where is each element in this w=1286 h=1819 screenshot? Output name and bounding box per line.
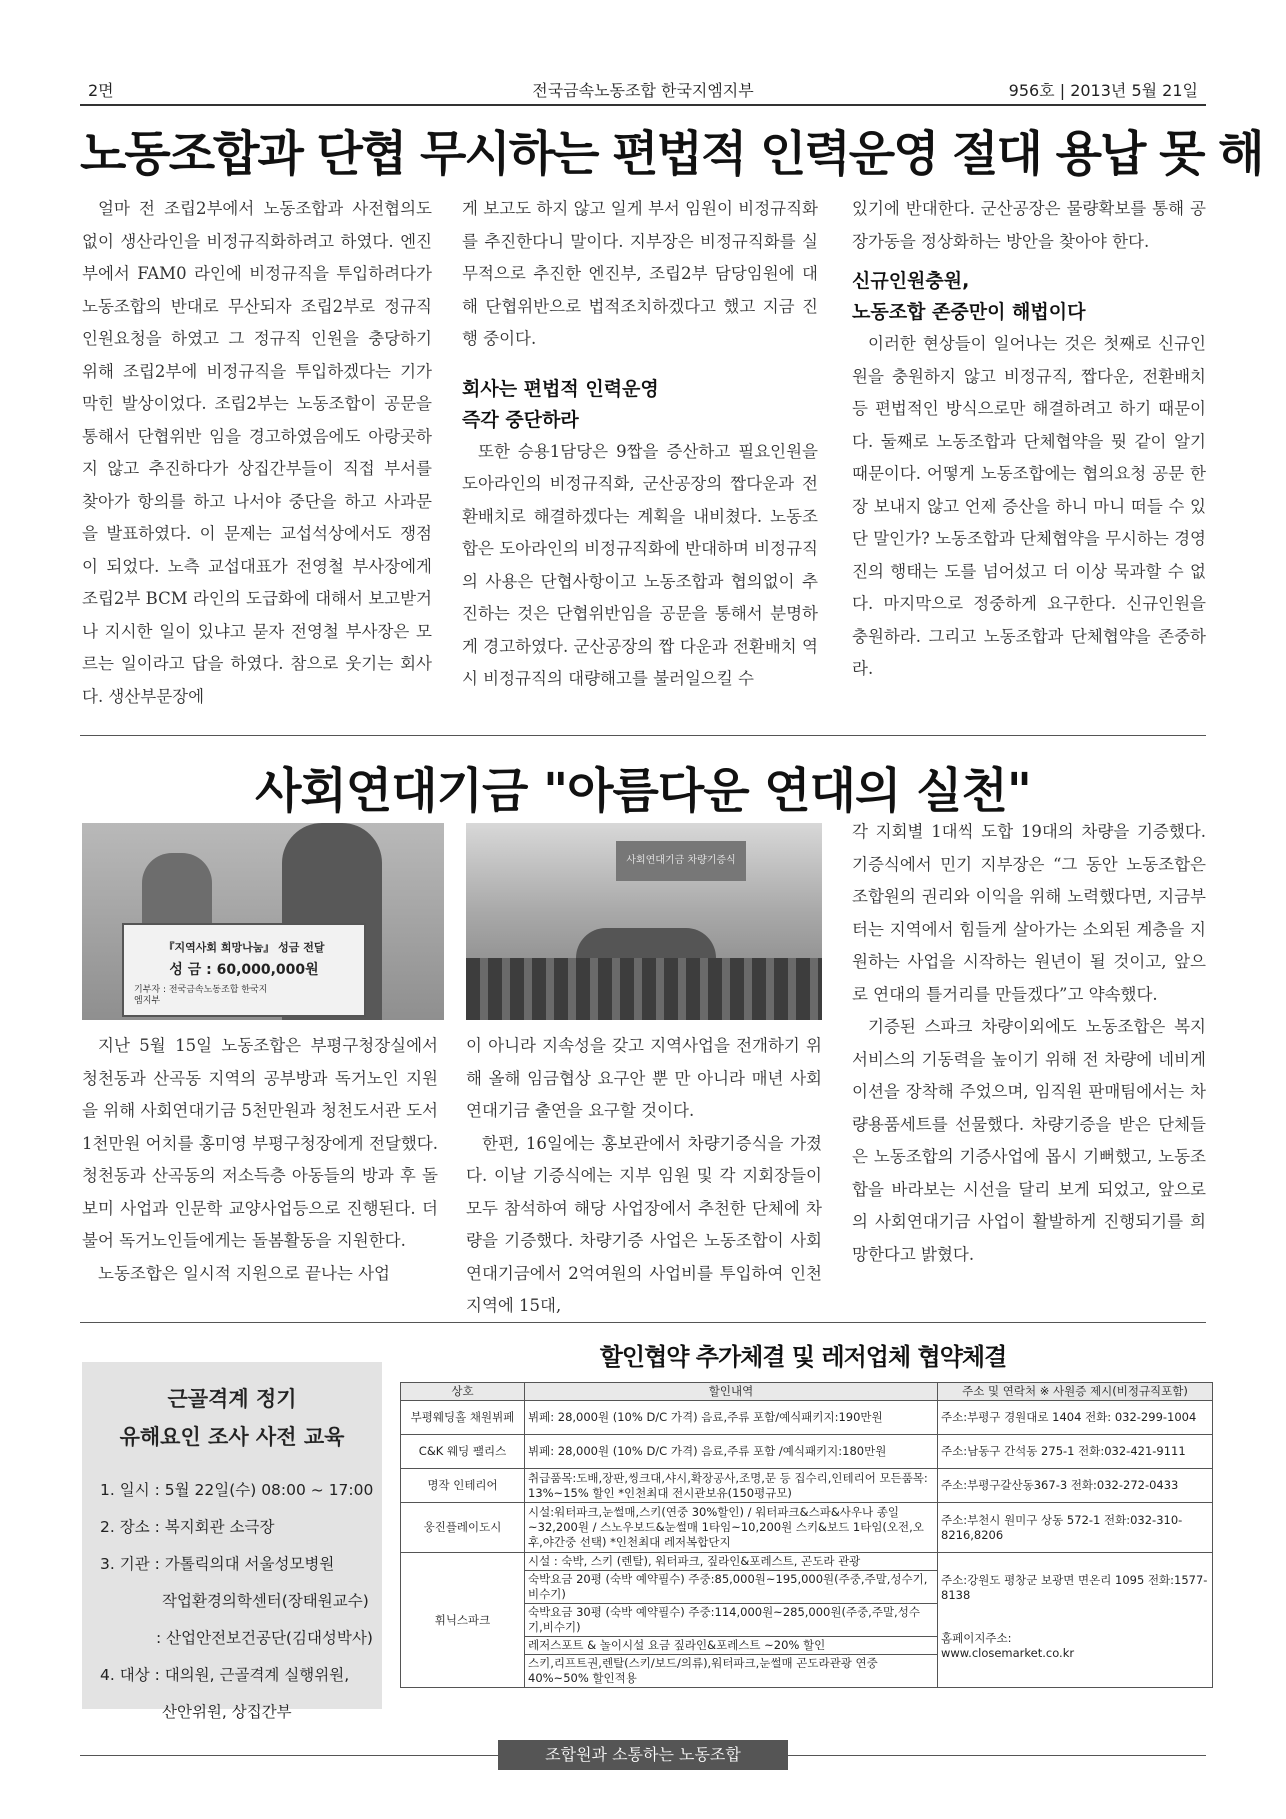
car-ceremony-photo bbox=[466, 823, 822, 1020]
article1-paragraph: 있기에 반대한다. 군산공장은 물량확보를 통해 공장가동을 정상화하는 방안을 찾아야 한다. bbox=[852, 199, 1206, 251]
article2-column-3 bbox=[852, 816, 1206, 1271]
board-caption: 『지역사회 희망나눔』 성금 전달 bbox=[163, 941, 325, 954]
vendor-detail: 뷔페: 28,000원 (10% D/C 가격) 음료,주류 포함 /예식패키지:180만원 bbox=[525, 1435, 938, 1469]
crowd-silhouette bbox=[466, 958, 822, 1020]
notice-line: 2. 장소 : 복지회관 소극장 bbox=[100, 1518, 275, 1536]
education-notice-box bbox=[82, 1362, 382, 1721]
homepage-label: 홈페이지주소: bbox=[941, 1631, 1012, 1645]
issue-date: 956호 | 2013년 5월 21일 bbox=[1008, 81, 1198, 100]
article2-paragraph: 한편, 16일에는 홍보관에서 차량기증식을 가졌다. 이날 기증식에는 지부 임원 및 각 지회장들이 모두 참석하여 해당 사업장에서 추천한 단체에 차량을 기증했다. 차량기증 사업은 노동조합이 사회연대기금에서 2억여원의 사업비를 투입하여 인천지역에 15대, bbox=[466, 1133, 822, 1315]
article2-paragraph: 이 아니라 지속성을 갖고 지역사업을 전개하기 위해 올해 임금협상 요구안 뿐 만 아니라 매년 사회연대기금 출연을 요구할 것이다. bbox=[466, 1036, 822, 1120]
section-divider bbox=[80, 1322, 1206, 1323]
discount-title: 할인협약 추가체결 및 레저업체 협약체결 bbox=[599, 1343, 1007, 1371]
article2-paragraph: 지난 5월 15일 노동조합은 부평구청장실에서 청천동과 산곡동 지역의 공부방과 독거노인 지원을 위해 사회연대기금 5천만원과 청천도서관 도서 1천만원 어치를 홍미영 부평구청장에게 전달했다. 청천동과 산곡동의 저소득층 아동들의 방과 후 돌보미 사업과 인문학 교양사업등으로 진행된다. 더불어 독거노인들에게는 돌봄활동을 지원한다. bbox=[82, 1036, 438, 1250]
table-row bbox=[401, 1401, 1213, 1435]
vendor-contact: 주소:부천시 원미구 상동 572-1 전화:032-310-8216,8206 bbox=[938, 1503, 1213, 1553]
notice-line: 3. 기관 : 가톨릭의대 서울성모병원 bbox=[100, 1555, 335, 1573]
table-header-row bbox=[401, 1383, 1213, 1401]
donation-photo bbox=[82, 823, 444, 1020]
donation-board bbox=[122, 923, 366, 1017]
notice-line: 1. 일시 : 5월 22일(수) 08:00 ~ 17:00 bbox=[100, 1481, 374, 1499]
vendor-detail: 시설 : 숙박, 스키 (렌탈), 워터파크, 짚라인&포레스트, 곤도라 관광 bbox=[525, 1553, 938, 1571]
article1-headline: 노동조합과 단협 무시하는 편법적 인력운영 절대 용납 못 해 bbox=[80, 126, 1263, 182]
column-header: 할인내역 bbox=[525, 1383, 938, 1401]
vendor-detail: 뷔페: 28,000원 (10% D/C 가격) 음료,주류 포함/예식패키지:190만원 bbox=[525, 1401, 938, 1435]
article2-headline: 사회연대기금 "아름다운 연대의 실천" bbox=[255, 763, 1031, 819]
column-header: 주소 및 연락처 ※ 사원증 제시(비정규직포함) bbox=[938, 1383, 1213, 1401]
table-row bbox=[401, 1553, 1213, 1571]
notice-line: 산안위원, 상집간부 bbox=[162, 1703, 292, 1721]
section-divider bbox=[80, 735, 1206, 736]
article1-subheading-2 bbox=[852, 266, 1206, 328]
article2-paragraph: 기증된 스파크 차량이외에도 노동조합은 복지서비스의 기동력을 높이기 위해 전 차량에 네비게이션을 장착해 주었으며, 임직원 판매팀에서는 차량용품세트를 선물했다. 차량기증을 받은 단체들은 노동조합의 기증사업에 몹시 기뻐했고, 노동조합을 바라보는 시선을 달리 보게 되었고, 앞으로의 사회연대기금 사업이 활발하게 진행되기를 희망한다고 밝혔다. bbox=[852, 1017, 1206, 1264]
vendor-contact bbox=[938, 1553, 1213, 1688]
notice-line: 작업환경의학센터(장태원교수) bbox=[162, 1592, 369, 1610]
subheading-line: 회사는 편법적 인력운영 bbox=[462, 377, 659, 400]
board-donor: 기부자 : 전국금속노동조합 한국지엠지부 bbox=[134, 985, 268, 1006]
vendor-name: C&K 웨딩 팰리스 bbox=[401, 1435, 525, 1469]
article2-paragraph: 노동조합은 일시적 지원으로 끝나는 사업 bbox=[98, 1263, 390, 1283]
vendor-detail: 스키,리프트권,렌탈(스키/보드/의류),워터파크,눈썰매 곤도라관광 연중 40%~50% 할인적용 bbox=[525, 1655, 938, 1688]
article1-paragraph: 게 보고도 하지 않고 일게 부서 임원이 비정규직화를 추진한다니 말이다. 지부장은 비정규직화를 실무적으로 추진한 엔진부, 조립2부 담당임원에 대해 단협위반으로 법적조치하겠다고 했고 지금 진행 중이다. bbox=[462, 199, 818, 348]
footer-slogan: 조합원과 소통하는 노동조합 bbox=[498, 1740, 788, 1770]
vendor-detail: 레저스포트 & 놀이시설 요금 짚라인&포레스트 ~20% 할인 bbox=[525, 1637, 938, 1655]
vendor-name: 명작 인테리어 bbox=[401, 1469, 525, 1503]
notice-title-line: 유해요인 조사 사전 교육 bbox=[119, 1425, 345, 1449]
vendor-name: 휘닉스파크 bbox=[401, 1553, 525, 1688]
article1-paragraph: 얼마 전 조립2부에서 노동조합과 사전협의도 없이 생산라인을 비정규직화하려고 하였다. 엔진부에서 FAM0 라인에 비정규직을 투입하려다가 노동조합의 반대로 무산되자 조립2부로 정규직 인원요청을 하였고 그 정규직 인원을 충당하기 위해 조립2부에 비정규직을 투입하겠다는 기가 막힌 발상이었다. 조립2부는 노동조합이 공문을 통해서 단협위반 임을 경고하였음에도 아랑곳하지 않고 추진하다가 상집간부들이 직접 부서를 찾아가 항의를 하고 나서야 중단을 하고 사과문을 발표하였다. 이 문제는 교섭석상에서도 쟁점이 되었다. 노측 교섭대표가 전영철 부사장에게 조립2부 BCM 라인의 도급화에 대해서 보고받거나 지시한 일이 있냐고 묻자 전영철 부사장은 모르는 일이라고 답을 하였다. 참으로 웃기는 회사다. 생산부문장에 bbox=[82, 199, 432, 706]
vendor-name: 웅진플레이도시 bbox=[401, 1503, 525, 1553]
article1-column-3 bbox=[852, 193, 1206, 686]
article1-paragraph: 또한 승용1담당은 9짭을 증산하고 필요인원을 도아라인의 비정규직화, 군산공장의 짭다운과 전환배치로 해결하겠다는 계획을 내비쳤다. 노동조합은 도아라인의 비정규직화에 반대하며 비정규직의 사용은 단협사항이고 노동조합과 협의없이 추진하는 것은 단협위반임을 공문을 통해서 분명하게 경고하였다. 군산공장의 짭 다운과 전환배치 역시 비정규직의 대량해고를 불러일으킬 수 bbox=[462, 441, 818, 688]
article2-paragraph: 각 지회별 1대씩 도합 19대의 차량을 기증했다. 기증식에서 민기 지부장은 “그 동안 노동조합은 조합원의 권리와 이익을 위해 노력했다면, 지금부터는 지역에서 힘들게 살아가는 소외된 계층을 지원하는 사업을 시작하는 원년이 될 것이고, 앞으로 연대의 틀거리를 만들겠다”고 약속했다. bbox=[852, 822, 1206, 1004]
article2-column-1 bbox=[82, 1030, 438, 1290]
subheading-line: 즉각 중단하라 bbox=[462, 408, 579, 431]
homepage-url: www.closemarket.co.kr bbox=[941, 1646, 1075, 1660]
notice-line: : 산업안전보건공단(김대성박사) bbox=[156, 1629, 373, 1647]
column-header: 상호 bbox=[401, 1383, 525, 1401]
notice-line: 4. 대상 : 대의원, 근골격계 실행위원, bbox=[100, 1666, 350, 1684]
contact-address: 주소:강원도 평창군 보광면 면온리 1095 전화:1577-8138 bbox=[941, 1573, 1208, 1602]
vendor-detail: 숙박요금 20평 (숙박 예약필수) 주중:85,000원~195,000원(주중,주말,성수기,비수기) bbox=[525, 1571, 938, 1604]
vendor-detail: 숙박요금 30평 (숙박 예약필수) 주중:114,000원~285,000원(주중,주말,성수기,비수기) bbox=[525, 1604, 938, 1637]
publisher-name: 전국금속노동조합 한국지엠지부 bbox=[532, 81, 754, 100]
vendor-name: 부평웨딩홀 채원뷔페 bbox=[401, 1401, 525, 1435]
article1-column-2 bbox=[462, 193, 818, 696]
page-number: 2면 bbox=[88, 81, 114, 100]
notice-title-line: 근골격계 정기 bbox=[167, 1387, 297, 1411]
article1-paragraph: 이러한 현상들이 일어나는 것은 첫째로 신규인원을 충원하지 않고 비정규직, 짭다운, 전환배치등 편법적인 방식으로만 해결하려고 하기 때문이다. 둘째로 노동조합과 단체협약을 뭣 같이 알기 때문이다. 어떻게 노동조합에는 협의요청 공문 한 장 보내지 않고 언제 증산을 하니 마니 떠들 수 있단 말인가? 노동조합과 단체협약을 무시하는 경영진의 행태는 도를 넘어섰고 더 이상 묵과할 수 없다. 마지막으로 정중하게 요구한다. 신규인원을 충원하라. 그리고 노동조합과 단체협약을 존중하라. bbox=[852, 334, 1206, 678]
table-row bbox=[401, 1435, 1213, 1469]
vendor-contact: 주소:남동구 간석동 275-1 전화:032-421-9111 bbox=[938, 1435, 1213, 1469]
table-row bbox=[401, 1469, 1213, 1503]
subheading-line: 노동조합 존중만이 해법이다 bbox=[852, 301, 1086, 323]
vendor-detail: 시설:워터파크,눈썰매,스키(연중 30%할인) / 워터파크&스파&사우나 종일~32,200원 / 스노우보드&눈썰매 1타임~10,200원 스키&보드 1타임(오전,오후,야간중 선택) *인천최대 레저복합단지 bbox=[525, 1503, 938, 1553]
vendor-contact: 주소:부평구갈산동367-3 전화:032-272-0433 bbox=[938, 1469, 1213, 1503]
article2-column-2 bbox=[466, 1030, 822, 1323]
subheading-line: 신규인원충원, bbox=[852, 270, 970, 292]
article1-column-1 bbox=[82, 193, 432, 713]
discount-table bbox=[400, 1382, 1213, 1688]
board-amount: 성 금 : 60,000,000원 bbox=[169, 962, 319, 978]
article1-subheading-1 bbox=[462, 374, 818, 436]
table-row bbox=[401, 1503, 1213, 1553]
header-rule bbox=[80, 104, 1206, 106]
vendor-detail: 취급품목:도배,장판,씽크대,샤시,확장공사,조명,문 등 집수리,인테리어 모든품목: 13%~15% 할인 *인천최대 전시관보유(150평규모) bbox=[525, 1469, 938, 1503]
vendor-contact: 주소:부평구 경원대로 1404 전화: 032-299-1004 bbox=[938, 1401, 1213, 1435]
ceremony-banner: 사회연대기금 차량기증식 bbox=[616, 841, 746, 881]
